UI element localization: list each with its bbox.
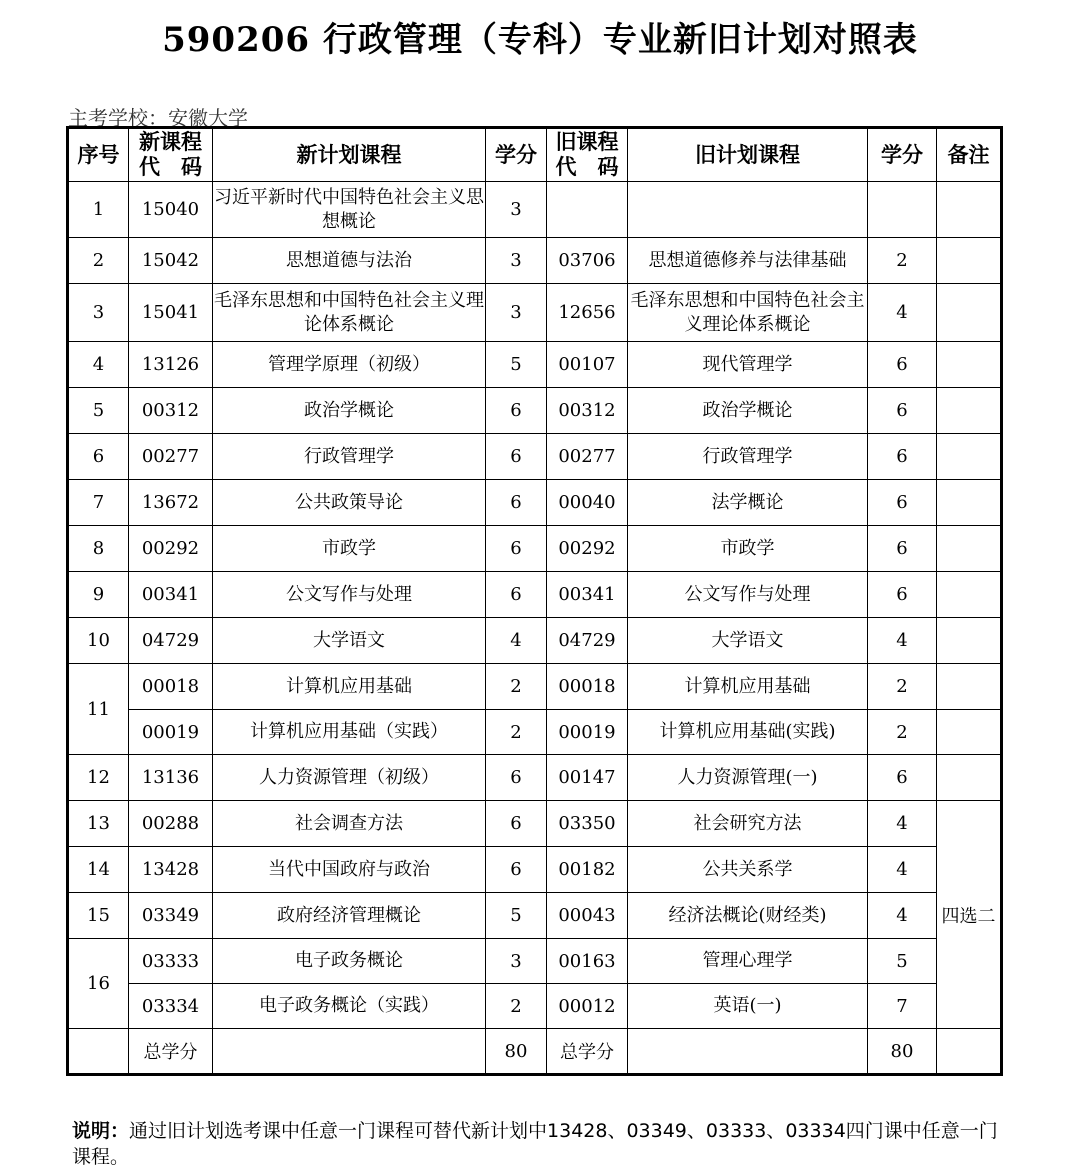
row-seq: 13 [68, 801, 129, 847]
new-course-code: 00019 [129, 710, 213, 755]
header-row [68, 128, 1002, 182]
new-course-code: 15040 [129, 182, 213, 238]
total-seq [68, 1029, 129, 1075]
footnote [72, 1118, 1002, 1170]
new-course-credit: 2 [486, 984, 547, 1029]
row-seq: 8 [68, 526, 129, 572]
header-seq: 序号 [68, 128, 129, 182]
row-seq: 15 [68, 893, 129, 939]
table-row [68, 664, 1002, 710]
new-course-credit: 6 [486, 480, 547, 526]
row-seq: 1 [68, 182, 129, 238]
remark-cell [937, 755, 1002, 801]
new-course-name: 毛泽东思想和中国特色社会主义理论体系概论 [213, 284, 486, 342]
old-course-credit: 6 [868, 755, 937, 801]
old-course-code: 12656 [547, 284, 628, 342]
row-seq: 16 [68, 939, 129, 1029]
row-seq: 12 [68, 755, 129, 801]
new-course-credit: 3 [486, 182, 547, 238]
old-course-credit: 6 [868, 434, 937, 480]
new-course-name: 管理学原理（初级） [213, 342, 486, 388]
table-row [68, 755, 1002, 801]
remark-cell [937, 710, 1002, 755]
new-course-code: 03334 [129, 984, 213, 1029]
new-course-credit: 3 [486, 284, 547, 342]
new-course-code: 13428 [129, 847, 213, 893]
old-course-credit: 4 [868, 801, 937, 847]
remark-cell [937, 434, 1002, 480]
remark-cell [937, 618, 1002, 664]
new-course-credit: 6 [486, 755, 547, 801]
table-row [68, 526, 1002, 572]
old-course-name: 市政学 [628, 526, 868, 572]
old-course-name: 社会研究方法 [628, 801, 868, 847]
old-course-credit: 7 [868, 984, 937, 1029]
old-course-credit: 4 [868, 893, 937, 939]
new-course-credit: 2 [486, 664, 547, 710]
row-seq: 9 [68, 572, 129, 618]
new-course-code: 04729 [129, 618, 213, 664]
total-blank-new [213, 1029, 486, 1075]
course-comparison-table [66, 126, 1003, 1076]
remark-cell [937, 182, 1002, 238]
old-course-name: 人力资源管理(一) [628, 755, 868, 801]
old-course-name: 英语(一) [628, 984, 868, 1029]
remark-cell [937, 664, 1002, 710]
table-row [68, 984, 1002, 1029]
new-course-credit: 3 [486, 939, 547, 984]
old-course-credit: 6 [868, 342, 937, 388]
old-course-name: 行政管理学 [628, 434, 868, 480]
new-course-name: 当代中国政府与政治 [213, 847, 486, 893]
old-course-code: 00277 [547, 434, 628, 480]
new-course-credit: 5 [486, 342, 547, 388]
old-course-code: 04729 [547, 618, 628, 664]
remark-cell [937, 284, 1002, 342]
table-row [68, 618, 1002, 664]
old-course-credit: 4 [868, 284, 937, 342]
table-row [68, 710, 1002, 755]
old-course-credit [868, 182, 937, 238]
row-seq: 2 [68, 238, 129, 284]
old-course-name: 思想道德修养与法律基础 [628, 238, 868, 284]
exam-school: 主考学校：安徽大学 [68, 106, 248, 130]
new-course-name: 计算机应用基础（实践） [213, 710, 486, 755]
new-course-credit: 6 [486, 434, 547, 480]
old-course-code: 00012 [547, 984, 628, 1029]
old-course-credit: 4 [868, 618, 937, 664]
table-row [68, 342, 1002, 388]
row-seq: 6 [68, 434, 129, 480]
new-course-credit: 2 [486, 710, 547, 755]
header-new-code: 新课程 代 码 [129, 128, 213, 182]
new-course-name: 习近平新时代中国特色社会主义思想概论 [213, 182, 486, 238]
footnote-label: 说明： [72, 1120, 130, 1142]
old-course-code: 00292 [547, 526, 628, 572]
new-course-name: 政治学概论 [213, 388, 486, 434]
old-course-name: 公文写作与处理 [628, 572, 868, 618]
new-course-code: 00018 [129, 664, 213, 710]
new-course-code: 13136 [129, 755, 213, 801]
total-credit-old: 80 [868, 1029, 937, 1075]
new-course-name: 思想道德与法治 [213, 238, 486, 284]
old-course-credit: 4 [868, 847, 937, 893]
old-course-credit: 2 [868, 664, 937, 710]
old-course-code: 00163 [547, 939, 628, 984]
old-course-name: 政治学概论 [628, 388, 868, 434]
remark-cell [937, 238, 1002, 284]
new-course-name: 电子政务概论（实践） [213, 984, 486, 1029]
old-course-code [547, 182, 628, 238]
new-course-code: 00288 [129, 801, 213, 847]
new-course-code: 03333 [129, 939, 213, 984]
table-row [68, 939, 1002, 984]
old-course-name [628, 182, 868, 238]
table-row [68, 893, 1002, 939]
total-credit-new: 80 [486, 1029, 547, 1075]
new-course-name: 电子政务概论 [213, 939, 486, 984]
new-course-credit: 6 [486, 388, 547, 434]
page-title: 590206 行政管理（专科）专业新旧计划对照表 [162, 20, 918, 60]
new-course-name: 行政管理学 [213, 434, 486, 480]
remark-cell [937, 526, 1002, 572]
old-course-name: 大学语文 [628, 618, 868, 664]
header-old-credit: 学分 [868, 128, 937, 182]
old-course-credit: 2 [868, 710, 937, 755]
new-course-code: 13672 [129, 480, 213, 526]
new-course-credit: 4 [486, 618, 547, 664]
old-course-code: 00312 [547, 388, 628, 434]
remark-cell [937, 342, 1002, 388]
header-new-credit: 学分 [486, 128, 547, 182]
table-row [68, 388, 1002, 434]
old-course-name: 法学概论 [628, 480, 868, 526]
old-course-credit: 6 [868, 526, 937, 572]
footnote-text: 通过旧计划选考课中任意一门课程可替代新计划中13428、03349、03333、03334四门课中任意一门课程。 [72, 1120, 998, 1168]
row-seq: 4 [68, 342, 129, 388]
new-course-credit: 6 [486, 847, 547, 893]
header-remark: 备注 [937, 128, 1002, 182]
header-old-code: 旧课程 代 码 [547, 128, 628, 182]
new-course-credit: 3 [486, 238, 547, 284]
new-course-code: 15041 [129, 284, 213, 342]
old-course-code: 00182 [547, 847, 628, 893]
old-course-code: 00341 [547, 572, 628, 618]
new-course-code: 00277 [129, 434, 213, 480]
row-seq: 5 [68, 388, 129, 434]
new-course-name: 市政学 [213, 526, 486, 572]
new-course-code: 00341 [129, 572, 213, 618]
new-course-name: 政府经济管理概论 [213, 893, 486, 939]
new-course-code: 03349 [129, 893, 213, 939]
table-row [68, 801, 1002, 847]
total-label-old: 总学分 [547, 1029, 628, 1075]
table-row [68, 238, 1002, 284]
new-course-name: 大学语文 [213, 618, 486, 664]
old-course-name: 计算机应用基础(实践) [628, 710, 868, 755]
new-course-name: 公共政策导论 [213, 480, 486, 526]
old-course-code: 03706 [547, 238, 628, 284]
row-seq: 3 [68, 284, 129, 342]
header-new-course: 新计划课程 [213, 128, 486, 182]
row-seq: 7 [68, 480, 129, 526]
row-seq: 11 [68, 664, 129, 755]
new-course-name: 人力资源管理（初级） [213, 755, 486, 801]
old-course-name: 经济法概论(财经类) [628, 893, 868, 939]
old-course-code: 00147 [547, 755, 628, 801]
old-course-name: 现代管理学 [628, 342, 868, 388]
table-row [68, 572, 1002, 618]
old-course-credit: 6 [868, 388, 937, 434]
row-seq: 10 [68, 618, 129, 664]
new-course-credit: 6 [486, 801, 547, 847]
old-course-code: 00107 [547, 342, 628, 388]
remark-elective-note: 四选二 [937, 801, 1002, 1029]
old-course-code: 00040 [547, 480, 628, 526]
new-course-credit: 6 [486, 526, 547, 572]
new-course-code: 00312 [129, 388, 213, 434]
old-course-code: 00043 [547, 893, 628, 939]
total-row [68, 1029, 1002, 1075]
table-row [68, 847, 1002, 893]
table-row [68, 434, 1002, 480]
remark-cell [937, 480, 1002, 526]
old-course-code: 03350 [547, 801, 628, 847]
new-course-name: 计算机应用基础 [213, 664, 486, 710]
row-seq: 14 [68, 847, 129, 893]
new-course-credit: 5 [486, 893, 547, 939]
old-course-name: 公共关系学 [628, 847, 868, 893]
remark-cell [937, 388, 1002, 434]
total-blank-old [628, 1029, 868, 1075]
new-course-name: 社会调查方法 [213, 801, 486, 847]
table-row [68, 480, 1002, 526]
old-course-name: 毛泽东思想和中国特色社会主义理论体系概论 [628, 284, 868, 342]
new-course-code: 00292 [129, 526, 213, 572]
new-course-code: 13126 [129, 342, 213, 388]
new-course-name: 公文写作与处理 [213, 572, 486, 618]
total-label-new: 总学分 [129, 1029, 213, 1075]
remark-cell [937, 572, 1002, 618]
new-course-code: 15042 [129, 238, 213, 284]
old-course-credit: 6 [868, 572, 937, 618]
new-course-credit: 6 [486, 572, 547, 618]
table-row [68, 182, 1002, 238]
old-course-code: 00019 [547, 710, 628, 755]
old-course-name: 计算机应用基础 [628, 664, 868, 710]
table-row [68, 284, 1002, 342]
old-course-credit: 5 [868, 939, 937, 984]
old-course-credit: 6 [868, 480, 937, 526]
old-course-code: 00018 [547, 664, 628, 710]
old-course-name: 管理心理学 [628, 939, 868, 984]
header-old-course: 旧计划课程 [628, 128, 868, 182]
old-course-credit: 2 [868, 238, 937, 284]
